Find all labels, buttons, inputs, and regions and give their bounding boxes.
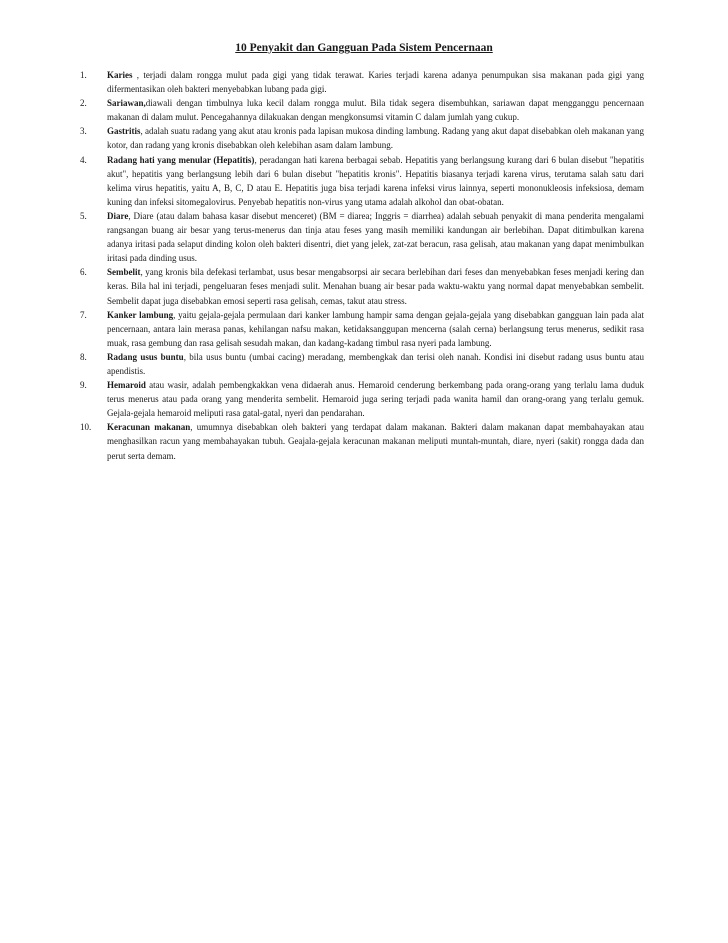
item-number: 10. [80,422,92,433]
list-item [80,420,644,462]
item-term: Kanker lambung [107,309,174,320]
item-text [107,68,644,96]
item-text [107,209,644,265]
item-body: , umumnya disebabkan oleh bakteri yang terdapat dalam makanan. Bakteri dalam makanan dapat membahayakan atau menghasilkan racun yang membahayakan tubuh. Geajala-gejala keracunan makanan meliputi muntah-muntah, diare, nyeri (sakit) rongga dada dan perut serta demam. [107,422,644,461]
item-body: , adalah suatu radang yang akut atau kronis pada lapisan mukosa dinding lambung. Radang yang akut dapat disebabkan oleh makanan yang kotor, dan radang yang kronis disebabkan oleh kelebihan asam dalam lambung. [107,126,644,151]
list-item [80,124,644,152]
list-item [80,308,644,350]
item-body: diawali dengan timbulnya luka kecil dalam rongga mulut. Bila tidak segera disembuhkan, sariawan dapat mengganggu pencernaan makanan di dalam mulut. Pencegahannya dilakuakan dengan mengkonsumsi vitamin C dalam jumlah yang cukup. [107,98,644,123]
item-body: atau wasir, adalah pembengkakkan vena didaerah anus. Hemaroid cenderung berkembang pada orang-orang yang terlalu lama duduk terus menerus atau pada orang yang menderita sembelit. Hemaroid juga sering terjadi pada wanita hamil dan orang-orang yang terlalu gemuk. Gejala-gejala hemaroid meliputi rasa gatal-gatal, nyeri dan pendarahan. [107,380,644,419]
list-item [80,209,644,265]
item-text [107,350,644,378]
item-number: 5. [80,210,87,221]
document-title: 10 Penyakit dan Gangguan Pada Sistem Pencernaan [235,42,493,54]
item-text [107,308,644,350]
item-number: 8. [80,351,87,362]
item-text [107,124,644,152]
item-term: Sariawan, [107,98,146,109]
item-text [107,153,644,209]
item-number: 9. [80,380,87,391]
list-item [80,350,645,378]
item-term: Diare [107,210,129,221]
item-body: , Diare (atau dalam bahasa kasar disebut menceret) (BM = diarea; Inggris = diarrhea) adalah sebuah penyakit di mana penderita mengalami rangsangan buang air besar yang terus-menerus dan tinja atau feses yang masih memiliki kandungan air berlebihan. Dapat ditimbulkan karena adanya iritasi pada selaput dinding kolon oleh bakteri disentri, diet yang jelek, zat-zat beracun, rasa gelisah, atau makanan yang dapat menimbulkan iritasi pada dinding usus. [107,210,644,264]
item-term: Keracunan makanan [107,422,191,433]
list-item [80,378,644,420]
item-number: 3. [80,126,87,137]
item-text [107,378,644,420]
list-item [80,96,644,124]
item-term: Sembelit [107,267,141,278]
item-term: Gastritis [107,126,141,137]
list-item [80,68,644,96]
item-term: Hemaroid [107,380,146,391]
list-item [80,153,645,209]
item-text [107,420,644,462]
item-body: , terjadi dalam rongga mulut pada gigi yang tidak terawat. Karies terjadi karena adanya penumpukan sisa makanan pada gigi yang difermentasikan oleh bakteri menyebabkan lubang pada gigi. [107,70,644,95]
list-item [80,265,644,307]
item-number: 1. [80,70,87,80]
item-term: Radang hati yang menular (Hepatitis) [107,154,255,165]
item-body: , peradangan hati karena berbagai sebab. Hepatitis yang berlangsung kurang dari 6 bulan disebut "hepatitis akut", hepatitis yang berlangsung lebih dari 6 bulan disebut "hepatitis kronis". Hepatitis biasanya terjadi karena virus, terutama salah satu dari kelima virus hepatitis, yaitu A, B, C, D atau E. Hepatitis juga bisa terjadi karena infeksi virus lainnya, seperti mononukleosis infeksiosa, demam kuning dan infeksi sitomegalovirus. Penyebab hepatitis non-virus yang utama adalah alkohol dan obat-obatan. [107,154,645,207]
item-body: , bila usus buntu (umbai cacing) meradang, membengkak dan terisi oleh nanah. Kondisi ini disebut radang usus buntu atau apendistis. [107,351,645,376]
item-term: Radang usus buntu [107,351,184,362]
disease-list [80,68,645,463]
item-number: 2. [80,98,87,109]
item-number: 7. [80,309,87,320]
item-body: , yaitu gejala-gejala permulaan dari kanker lambung hampir sama dengan gejala-gejala yang disebabkan gangguan lain pada alat pencernaan, antara lain merasa panas, kehilangan nafsu makan, ketidaksanggupan mencerna (salah cerna) berlangsung terus menerus, sedikit rasa muak, rasa gembung dan rasa gelisah sesudah makan, dan kadang-kadang timbul rasa nyeri pada lambung. [107,309,644,348]
item-number: 4. [80,154,87,165]
item-body: , yang kronis bila defekasi terlambat, usus besar mengabsorpsi air secara berlebihan dari feses dan menyebabkan feses menjadi kering dan keras. Bila hal ini terjadi, pengeluaran feses menjadi sulit. Menahan buang air besar pada waktu-waktu yang normal dapat menyebabkan sembelit. Sembelit dapat juga disebabkan emosi seperti rasa gelisah, cemas, takut atau stress. [107,267,644,306]
item-number: 6. [80,267,87,278]
item-text [107,265,644,307]
item-text [107,96,644,124]
item-term: Karies [107,70,133,80]
